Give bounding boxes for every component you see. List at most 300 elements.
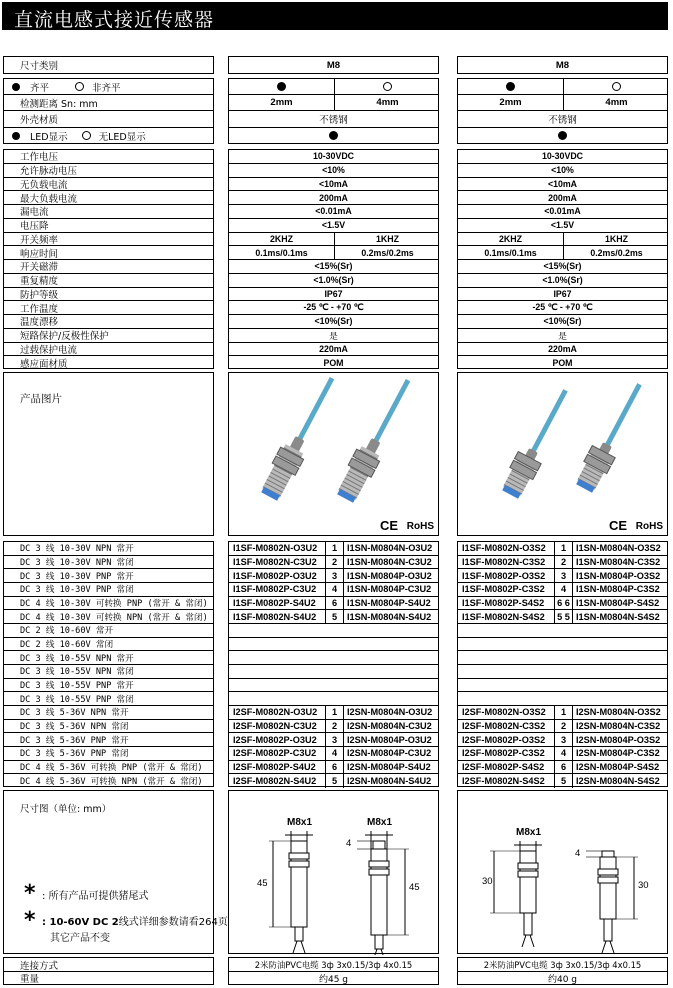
wiring-diagram-number xyxy=(326,624,343,637)
led-dot-icon xyxy=(558,131,567,140)
model-flush: I1SF-M0802P-O3S2 xyxy=(462,570,546,581)
wiring-diagram-number: 3 xyxy=(560,734,567,745)
response-time-nonflush: 0.2ms/0.2ms xyxy=(361,247,414,258)
model-flush: I2SF-M0802P-O3S2 xyxy=(462,734,546,745)
model-row xyxy=(458,733,667,747)
model-flush: I1SF-M0802P-C3U2 xyxy=(233,584,317,595)
sensor-photo xyxy=(229,373,440,537)
dimension-drawing xyxy=(458,791,669,955)
spec-value-row xyxy=(229,205,438,219)
spec-label-row xyxy=(4,288,213,302)
options-label-cell xyxy=(3,78,214,144)
spec-label: 过载保护电流 xyxy=(20,344,78,356)
spec-value-row xyxy=(458,150,667,164)
size-cell xyxy=(457,56,668,74)
model-flush: I2SF-M0802N-S4S2 xyxy=(462,776,545,787)
wiring-diagram-number xyxy=(326,679,343,692)
wiring-diagram-number xyxy=(555,638,572,651)
model-flush xyxy=(462,624,554,637)
spec-cell xyxy=(228,149,439,369)
wiring-diagram-number xyxy=(326,651,343,664)
model-row xyxy=(458,692,667,706)
product-column-cable-u2 xyxy=(228,0,439,988)
spec-label: 开关磁滞 xyxy=(20,262,59,274)
wiring-label-row xyxy=(4,720,213,734)
spec-label: 允许脉动电压 xyxy=(20,166,78,178)
model-nonflush: I1SN-M0804P-O3U2 xyxy=(347,570,432,581)
wiring-label-row xyxy=(4,624,213,638)
spec-label: 电压降 xyxy=(20,221,49,233)
spec-value: <0.01mA xyxy=(315,206,352,217)
asterisk-icon: * xyxy=(24,881,36,906)
model-row xyxy=(229,774,438,788)
spec-value: <10% xyxy=(551,165,574,176)
wiring-diagram-number: 2 xyxy=(331,556,338,567)
model-cell xyxy=(228,541,439,787)
model-flush xyxy=(233,679,325,692)
model-row xyxy=(229,597,438,611)
flush-dot-icon xyxy=(277,82,286,91)
noled-ring-icon xyxy=(82,131,91,140)
distance-flush: 2mm xyxy=(499,97,522,108)
wiring-label-cell xyxy=(3,541,214,787)
ce-mark: CE xyxy=(608,518,627,533)
model-nonflush: I2SN-M0804P-S4U2 xyxy=(347,761,431,772)
spec-value: 10-30VDC xyxy=(541,151,584,162)
model-nonflush xyxy=(576,665,667,678)
weight-value: 约45 g xyxy=(318,974,349,984)
image-label-cell: 产品图片 xyxy=(3,372,214,536)
spec-value-row xyxy=(229,164,438,178)
model-row xyxy=(229,761,438,775)
spec-label-row xyxy=(4,178,213,192)
spec-label: 工作电压 xyxy=(20,152,59,164)
spec-value: <1.5V xyxy=(321,220,346,231)
rohs-mark: RoHS xyxy=(635,521,663,532)
wiring-diagram-number xyxy=(555,679,572,692)
wiring-diagram-number: 4 xyxy=(331,584,338,595)
model-row xyxy=(229,569,438,583)
model-row xyxy=(458,542,667,556)
spec-value-row xyxy=(458,205,667,219)
model-flush: I1SF-M0802P-O3U2 xyxy=(233,570,317,581)
flush-dot-icon xyxy=(506,82,515,91)
model-nonflush: I1SN-M0804N-S4S2 xyxy=(576,611,660,622)
wiring-label: DC 4 线 5-36V 可转换 NPN (常开 & 常闭) xyxy=(20,777,203,788)
model-row xyxy=(458,774,667,788)
model-flush xyxy=(462,692,554,705)
length-label: 45 xyxy=(409,882,420,893)
model-row xyxy=(458,624,667,638)
model-nonflush: I1SN-M0804P-O3S2 xyxy=(576,570,661,581)
length-label: 45 xyxy=(257,878,268,889)
spec-value-row xyxy=(229,260,438,274)
wiring-label: DC 3 线 10-55V PNP 常闭 xyxy=(20,694,134,705)
wiring-label-row xyxy=(4,761,213,775)
model-row xyxy=(458,665,667,679)
length-label: 30 xyxy=(482,876,493,887)
dimension-label-cell: 尺寸图（单位: mm） * : 所有产品可提供猪尾式 * : 10-60V DC 2线式详细参数请看264页 其它产品不变 xyxy=(3,790,214,954)
model-nonflush: I1SN-M0804N-S4U2 xyxy=(347,611,432,622)
model-flush: I1SF-M0802N-O3U2 xyxy=(233,543,318,554)
model-flush xyxy=(233,651,325,664)
model-nonflush: I1SN-M0804P-S4S2 xyxy=(576,597,660,608)
spec-value-row xyxy=(229,315,438,329)
nonflush-ring-icon xyxy=(75,82,84,91)
spec-label-row xyxy=(4,246,213,260)
size-cell xyxy=(228,56,439,74)
model-nonflush: I2SN-M0804N-O3S2 xyxy=(576,707,661,718)
options-cell xyxy=(228,78,439,144)
wiring-label-row xyxy=(4,692,213,706)
spec-label: 最大负载电流 xyxy=(20,193,78,205)
wiring-label: DC 3 线 10-30V PNP 常开 xyxy=(20,571,134,582)
model-nonflush: I2SN-M0804N-S4S2 xyxy=(576,776,660,787)
wiring-label: DC 3 线 10-55V NPN 常开 xyxy=(20,653,134,664)
wiring-diagram-number: 6 xyxy=(560,761,567,772)
nonflush-ring-icon xyxy=(612,82,621,91)
distance-flush: 2mm xyxy=(270,97,293,108)
response-time-nonflush: 0.2ms/0.2ms xyxy=(590,247,643,258)
distance-nonflush: 4mm xyxy=(605,97,628,108)
response-time-flush: 0.1ms/0.1ms xyxy=(484,247,537,258)
flush-depth-label: 4 xyxy=(575,848,581,859)
wiring-diagram-number: 4 xyxy=(331,748,338,759)
spec-label: 工作温度 xyxy=(20,303,59,315)
model-nonflush: I2SN-M0804P-O3U2 xyxy=(347,734,432,745)
model-flush xyxy=(462,679,554,692)
sensor-body xyxy=(258,373,344,503)
spec-label-row xyxy=(4,274,213,288)
model-flush: I2SF-M0802P-C3U2 xyxy=(233,748,317,759)
spec-label-row xyxy=(4,315,213,329)
dimension-cell xyxy=(457,790,668,954)
model-nonflush xyxy=(347,638,438,651)
spec-value: <10%(Sr) xyxy=(314,316,353,327)
page-title: 直流电感式接近传感器 xyxy=(14,9,215,31)
spec-value: 200mA xyxy=(319,192,348,203)
model-row xyxy=(229,651,438,665)
model-nonflush: I2SN-M0804N-O3U2 xyxy=(347,707,433,718)
spec-value-row xyxy=(229,356,438,370)
wiring-label-row xyxy=(4,774,213,788)
led-row: LED显示 无LED显示 xyxy=(4,128,213,143)
model-nonflush: I2SN-M0804N-S4U2 xyxy=(347,776,432,787)
model-row xyxy=(229,720,438,734)
model-nonflush xyxy=(576,679,667,692)
model-nonflush: I2SN-M0804N-C3U2 xyxy=(347,720,432,731)
wiring-label: DC 3 线 10-55V PNP 常开 xyxy=(20,680,134,691)
dimension-drawing xyxy=(229,791,440,955)
wiring-diagram-number: 5 xyxy=(560,776,567,787)
housing-value: 不锈钢 xyxy=(319,115,348,126)
spec-value: <1.5V xyxy=(550,220,575,231)
spec-value: 是 xyxy=(329,330,338,341)
wiring-label: DC 2 线 10-60V 常开 xyxy=(20,626,114,637)
spec-label-row xyxy=(4,233,213,247)
spec-label-row xyxy=(4,205,213,219)
footer-cell xyxy=(457,957,668,985)
model-flush: I2SF-M0802N-C3U2 xyxy=(233,720,317,731)
model-row xyxy=(229,665,438,679)
spec-value: <15%(Sr) xyxy=(543,261,582,272)
spec-value-row xyxy=(458,260,667,274)
spec-value-row xyxy=(458,178,667,192)
spec-value-row xyxy=(229,219,438,233)
spec-value-row xyxy=(458,301,667,315)
spec-label: 感应面材质 xyxy=(20,359,68,370)
model-row xyxy=(458,638,667,652)
housing-value: 不锈钢 xyxy=(548,115,577,126)
model-nonflush xyxy=(347,624,438,637)
model-flush xyxy=(462,638,554,651)
spec-value-row xyxy=(458,246,667,260)
spec-value-row xyxy=(458,315,667,329)
wiring-diagram-number xyxy=(326,665,343,678)
wiring-diagram-number: 3 xyxy=(331,734,338,745)
model-nonflush xyxy=(576,624,667,637)
wiring-diagram-number: 5 xyxy=(331,611,338,622)
product-image-cell xyxy=(457,372,668,536)
model-row xyxy=(229,679,438,693)
spec-value: 200mA xyxy=(548,192,577,203)
distance-row: 检测距离 Sn: mm xyxy=(4,95,213,111)
model-flush xyxy=(233,624,325,637)
spec-value: IP67 xyxy=(324,288,343,299)
spec-value-row xyxy=(458,233,667,247)
switch-frequency-nonflush: 1KHZ xyxy=(605,233,628,244)
led-dot-icon xyxy=(12,132,20,140)
model-row xyxy=(229,556,438,570)
wiring-diagram-number: 3 xyxy=(331,570,338,581)
flush-row: 齐平 非齐平 xyxy=(4,79,213,95)
spec-value: -25 ℃ - +70 ℃ xyxy=(303,302,364,313)
options-cell xyxy=(457,78,668,144)
spec-value-row xyxy=(229,246,438,260)
spec-value-row xyxy=(229,274,438,288)
spec-value-row xyxy=(229,288,438,302)
product-image-cell xyxy=(228,372,439,536)
housing-row: 外壳材质 xyxy=(4,111,213,128)
thread-label: M8x1 xyxy=(287,817,313,828)
wiring-label: DC 3 线 5-36V PNP 常闭 xyxy=(20,749,129,760)
model-row xyxy=(458,597,667,611)
spec-value-row xyxy=(458,356,667,370)
model-flush: I1SF-M0802N-O3S2 xyxy=(462,543,546,554)
model-nonflush: I1SN-M0804P-C3S2 xyxy=(576,584,660,595)
spec-value-row xyxy=(458,343,667,357)
wiring-label-row xyxy=(4,583,213,597)
model-row xyxy=(229,542,438,556)
model-nonflush: I2SN-M0804P-C3U2 xyxy=(347,748,432,759)
flush-dot-icon xyxy=(12,83,20,91)
wiring-label-row xyxy=(4,665,213,679)
model-flush: I1SF-M0802P-C3S2 xyxy=(462,584,545,595)
spec-label-row xyxy=(4,329,213,343)
spec-value: <10mA xyxy=(547,178,578,189)
spec-value-row xyxy=(458,329,667,343)
size-value: M8 xyxy=(326,59,341,71)
spec-label-row xyxy=(4,150,213,164)
model-flush: I2SF-M0802P-O3U2 xyxy=(233,734,317,745)
model-row xyxy=(458,583,667,597)
spec-cell xyxy=(457,149,668,369)
flush-depth-label: 4 xyxy=(346,838,352,849)
sensor-body xyxy=(499,384,577,500)
wiring-diagram-number: 1 xyxy=(331,707,338,718)
connection-value: 2米防油PVC电缆 3ф 3x0.15/3ф 4x0.15 xyxy=(483,959,642,970)
model-nonflush: I1SN-M0804N-C3S2 xyxy=(576,556,661,567)
wiring-label: DC 3 线 10-30V NPN 常闭 xyxy=(20,557,134,568)
spec-value: IP67 xyxy=(553,288,572,299)
sensor-body xyxy=(573,378,651,494)
model-nonflush xyxy=(347,665,438,678)
spec-value: 220mA xyxy=(548,343,577,354)
spec-label-cell xyxy=(3,149,214,369)
spec-label: 响应时间 xyxy=(20,248,59,260)
wiring-label-row xyxy=(4,597,213,611)
spec-value: POM xyxy=(552,358,573,369)
model-flush: I2SF-M0802N-S4U2 xyxy=(233,776,317,787)
wiring-diagram-number xyxy=(555,692,572,705)
spec-label-row xyxy=(4,191,213,205)
model-nonflush: I1SN-M0804P-S4U2 xyxy=(347,597,431,608)
ce-mark: CE xyxy=(379,518,398,533)
spec-value: 10-30VDC xyxy=(312,151,355,162)
model-row xyxy=(229,624,438,638)
model-row xyxy=(229,747,438,761)
model-nonflush: I2SN-M0804P-S4S2 xyxy=(576,761,660,772)
model-nonflush xyxy=(347,651,438,664)
spec-value: -25 ℃ - +70 ℃ xyxy=(532,302,593,313)
wiring-label-row xyxy=(4,747,213,761)
wiring-diagram-number: 2 xyxy=(560,556,567,567)
model-row xyxy=(229,638,438,652)
model-nonflush: I2SN-M0804P-C3S2 xyxy=(576,748,660,759)
model-row xyxy=(229,733,438,747)
wiring-diagram-number xyxy=(555,624,572,637)
model-nonflush xyxy=(347,692,438,705)
wiring-label: DC 3 线 10-30V NPN 常开 xyxy=(20,544,134,555)
wiring-diagram-number xyxy=(326,638,343,651)
switch-frequency-flush: 2KHZ xyxy=(270,233,293,244)
switch-frequency-nonflush: 1KHZ xyxy=(376,233,399,244)
spec-value-row xyxy=(229,233,438,247)
spec-value-row xyxy=(458,274,667,288)
spec-value: <15%(Sr) xyxy=(314,261,353,272)
connection-value: 2米防油PVC电缆 3ф 3x0.15/3ф 4x0.15 xyxy=(254,959,413,970)
wiring-diagram-number: 1 xyxy=(560,543,567,554)
wiring-diagram-number: 6 xyxy=(331,761,338,772)
thread-label: M8x1 xyxy=(367,817,393,828)
spec-label-row xyxy=(4,356,213,370)
spec-label: 温度漂移 xyxy=(20,317,59,329)
wiring-diagram-number: 4 xyxy=(560,748,567,759)
spec-label-row xyxy=(4,301,213,315)
spec-label: 重复精度 xyxy=(20,276,59,288)
model-row xyxy=(458,679,667,693)
model-row xyxy=(229,692,438,706)
wiring-label-row xyxy=(4,610,213,624)
model-flush: I2SF-M0802N-O3S2 xyxy=(462,707,546,718)
model-nonflush xyxy=(576,692,667,705)
wiring-label-row xyxy=(4,542,213,556)
model-row xyxy=(458,706,667,720)
wiring-diagram-number: 1 xyxy=(560,707,567,718)
model-row xyxy=(458,610,667,624)
spec-value: <0.01mA xyxy=(544,206,581,217)
spec-value: <10%(Sr) xyxy=(543,316,582,327)
wiring-label-row xyxy=(4,706,213,720)
wiring-diagram-number: 6 xyxy=(331,597,338,608)
spec-label: 无负载电流 xyxy=(20,179,68,191)
spec-label: 漏电流 xyxy=(20,207,49,219)
wiring-label: DC 2 线 10-60V 常闭 xyxy=(20,639,114,650)
model-flush: I1SF-M0802P-S4U2 xyxy=(233,597,316,608)
model-nonflush: I2SN-M0804P-O3S2 xyxy=(576,734,661,745)
spec-value: <10% xyxy=(322,165,345,176)
spec-value-row xyxy=(229,301,438,315)
model-flush: I1SF-M0802N-S4S2 xyxy=(462,611,545,622)
model-nonflush: I1SN-M0804N-O3U2 xyxy=(347,543,433,554)
spec-value: 是 xyxy=(558,330,567,341)
switch-frequency-flush: 2KHZ xyxy=(499,233,522,244)
spec-value: 220mA xyxy=(319,343,348,354)
wiring-diagram-number: 5 5 xyxy=(557,611,570,622)
spec-value: <1.0%(Sr) xyxy=(313,275,354,286)
model-flush: I2SF-M0802P-C3S2 xyxy=(462,748,545,759)
model-row xyxy=(458,569,667,583)
wiring-label-row xyxy=(4,679,213,693)
wiring-diagram-number xyxy=(326,692,343,705)
wiring-diagram-number: 6 6 xyxy=(557,597,570,608)
model-row xyxy=(229,583,438,597)
spec-value-row xyxy=(229,191,438,205)
model-cell xyxy=(457,541,668,787)
wiring-diagram-number: 4 xyxy=(560,584,567,595)
spec-value-row xyxy=(229,343,438,357)
spec-label: 短路保护/反极性保护 xyxy=(20,331,109,343)
model-flush xyxy=(233,638,325,651)
model-row xyxy=(458,720,667,734)
spec-label-row xyxy=(4,260,213,274)
model-row xyxy=(458,651,667,665)
wiring-label-row xyxy=(4,733,213,747)
wiring-label: DC 3 线 5-36V NPN 常闭 xyxy=(20,721,129,732)
weight-value: 约40 g xyxy=(547,974,578,984)
model-flush: I2SF-M0802P-S4U2 xyxy=(233,761,316,772)
wiring-diagram-number: 2 xyxy=(331,720,338,731)
spec-value-row xyxy=(229,178,438,192)
spec-value-row xyxy=(458,164,667,178)
sensor-photo xyxy=(458,373,669,537)
model-nonflush xyxy=(576,638,667,651)
spec-value-row xyxy=(229,150,438,164)
wiring-diagram-number: 2 xyxy=(560,720,567,731)
model-flush xyxy=(462,665,554,678)
model-flush xyxy=(233,692,325,705)
wiring-label: DC 3 线 10-30V PNP 常闭 xyxy=(20,585,134,596)
spec-label-row xyxy=(4,164,213,178)
wiring-label: DC 4 线 10-30V 可转换 PNP (常开 & 常闭) xyxy=(20,598,208,609)
model-row xyxy=(229,610,438,624)
size-value: M8 xyxy=(555,59,570,71)
model-flush xyxy=(233,665,325,678)
footer-cell xyxy=(228,957,439,985)
spec-label-row xyxy=(4,219,213,233)
spec-value-row xyxy=(229,329,438,343)
wiring-label: DC 3 线 5-36V NPN 常开 xyxy=(20,708,129,719)
